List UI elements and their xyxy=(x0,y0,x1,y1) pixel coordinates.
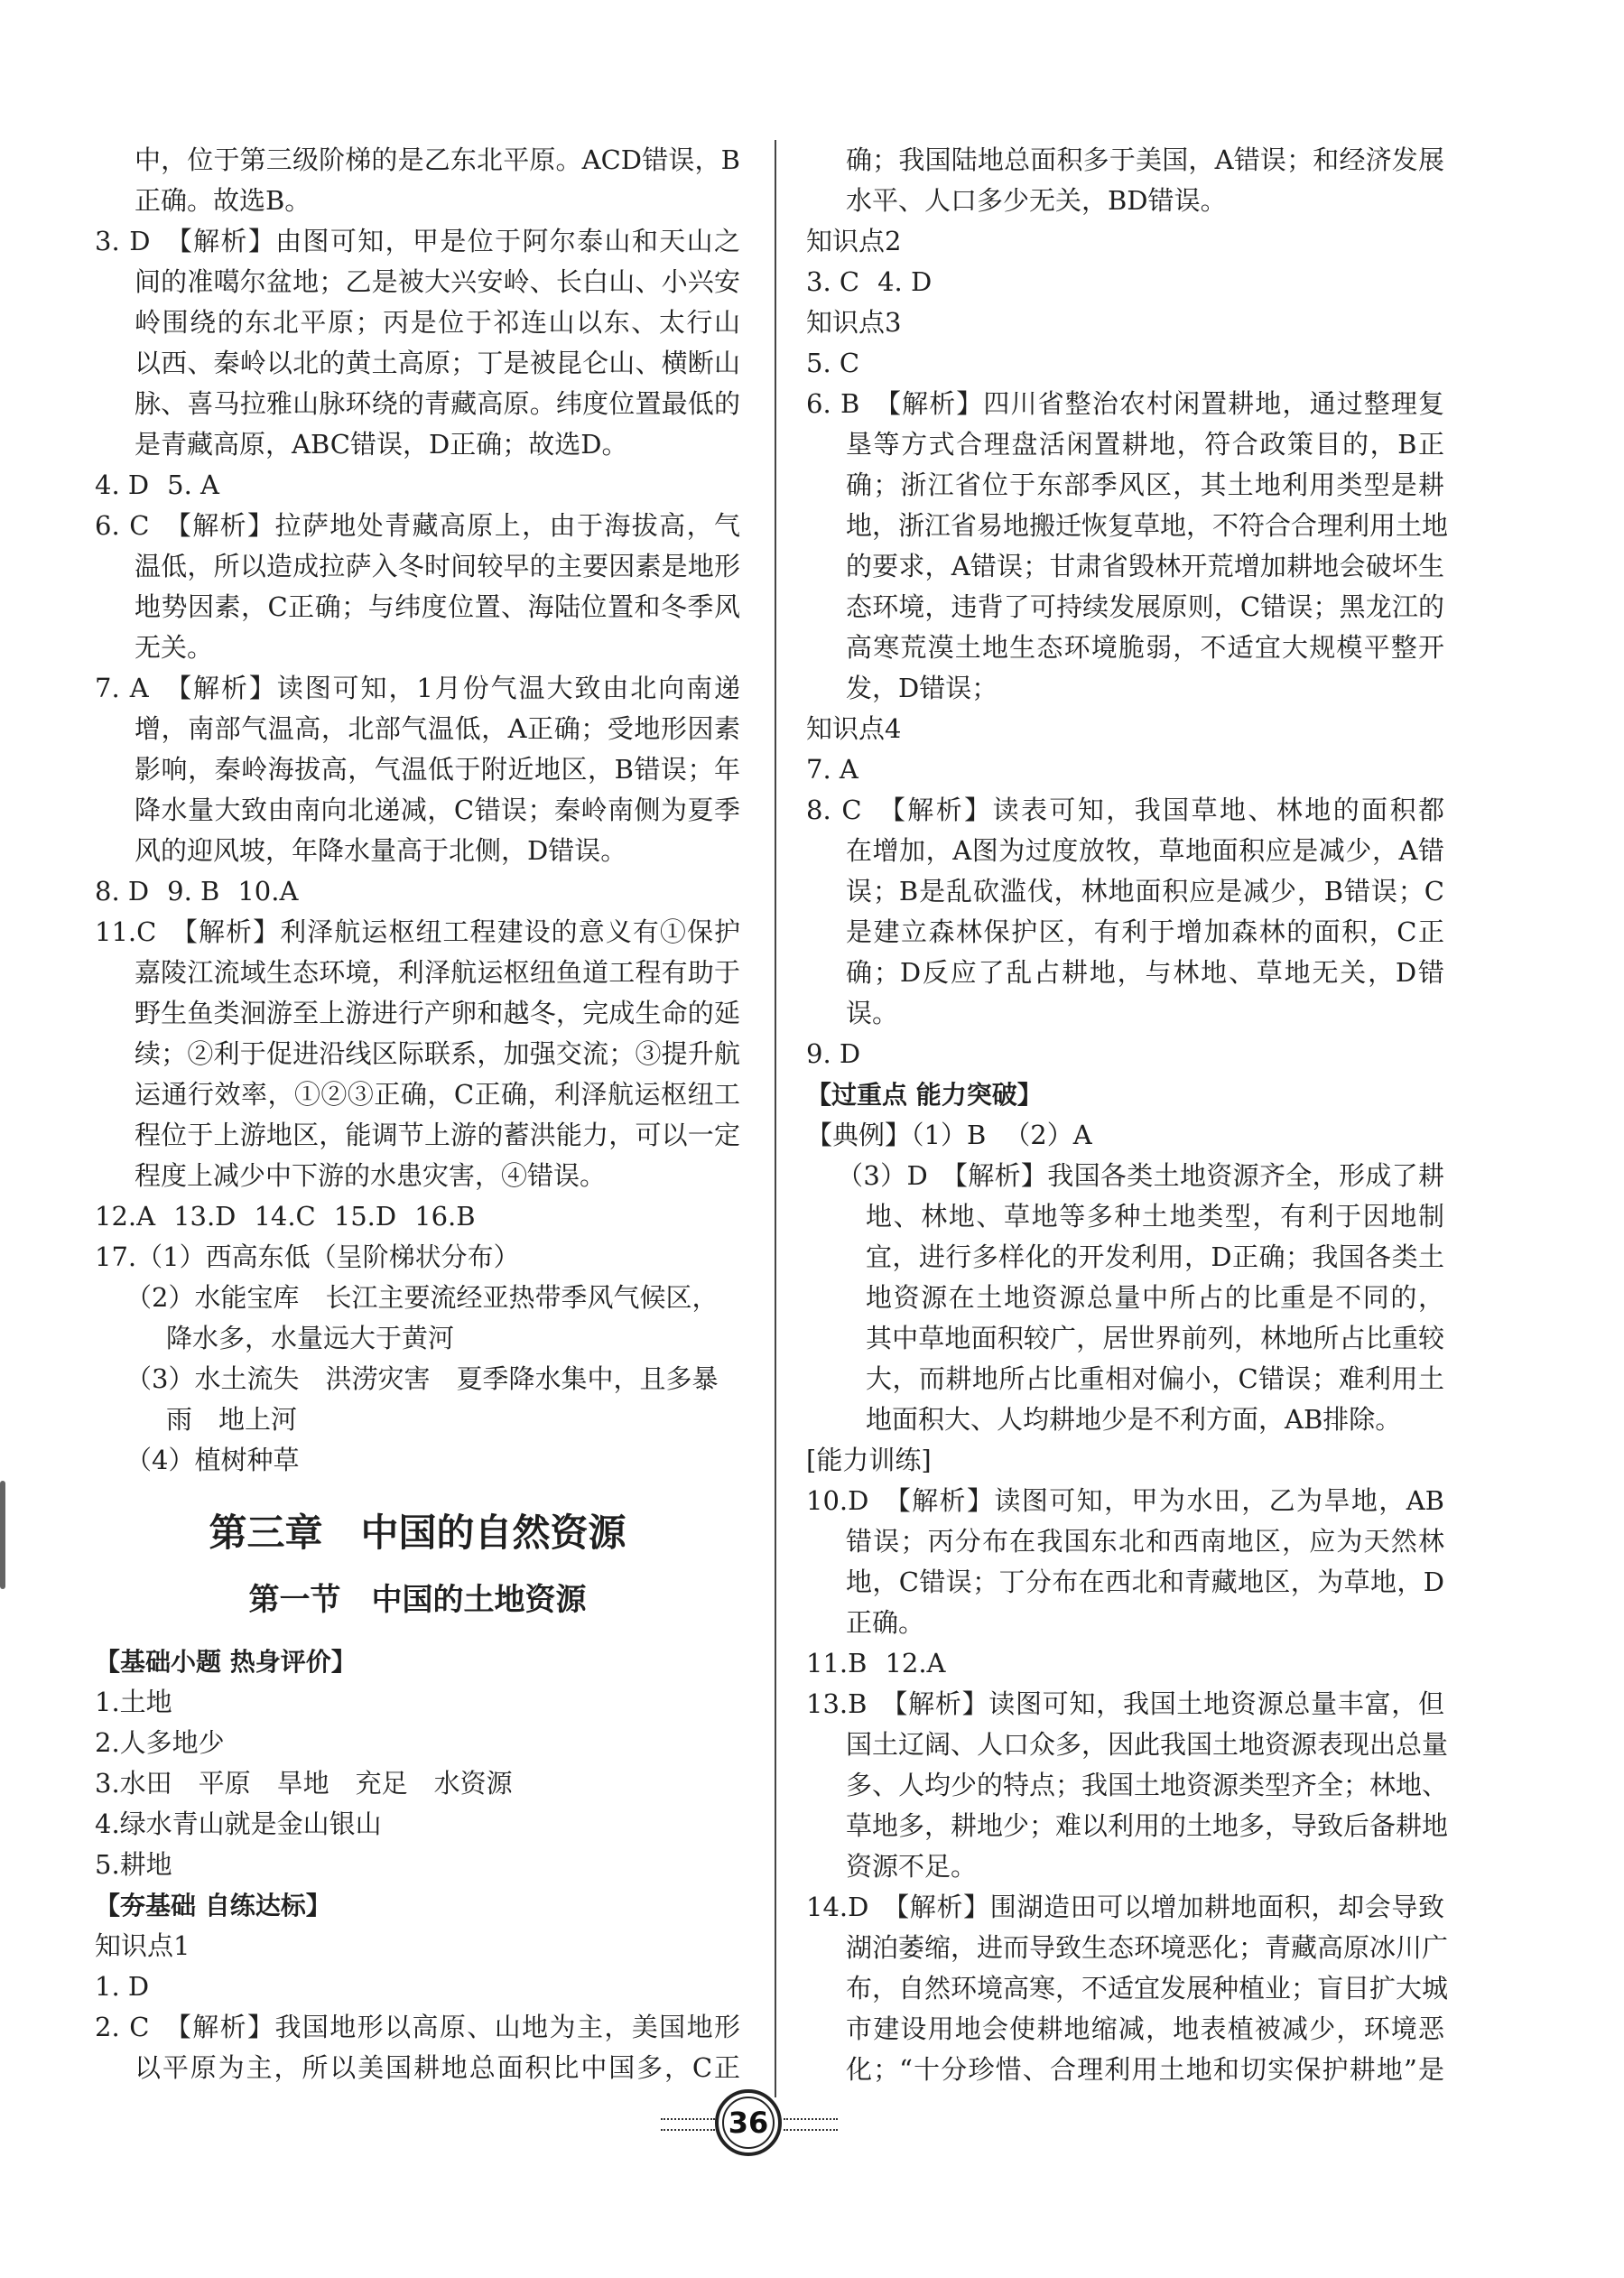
text-line: 确；D反应了乱占耕地，与林地、草地无关，D错 xyxy=(846,957,1444,988)
text-line: 运通行效率，①②③正确，C正确，利泽航运枢纽工 xyxy=(135,1079,740,1110)
example-answer-1: 【典例】（1）B xyxy=(806,1120,987,1150)
text-line: 降水多，水量远大于黄河 xyxy=(166,1323,455,1353)
text-line: 正确。故选B。 xyxy=(135,185,311,216)
chapter-title: 第三章 中国的自然资源 xyxy=(209,1511,626,1555)
section-heading-key-points: 【过重点 能力突破】 xyxy=(806,1080,1043,1110)
example-answers xyxy=(806,1115,1444,1156)
text-line: 误；B是乱砍滥伐，林地面积应是减少，B错误；C xyxy=(846,876,1444,907)
answer-3: 3. D 【解析】由图可知，甲是位于阿尔泰山和天山之 xyxy=(95,226,740,256)
text-line: 资源不足。 xyxy=(846,1851,978,1882)
section-heading-practice: 【夯基础 自练达标】 xyxy=(95,1891,331,1920)
answer-9: 9. D xyxy=(806,1038,861,1069)
answers-12-16 xyxy=(95,1196,740,1237)
answer-11: 11.C 【解析】利泽航运枢纽工程建设的意义有①保护 xyxy=(95,916,740,947)
text-line: 岭围绕的东北平原；丙是位于祁连山以东、太行山 xyxy=(135,307,740,338)
answers-8-10 xyxy=(95,871,740,912)
text-line: 确；浙江省位于东部季风区，其土地利用类型是耕 xyxy=(846,470,1444,500)
text-line: 地资源在土地资源总量中所占的比重是不同的， xyxy=(866,1282,1444,1313)
text-line: 影响，秦岭海拔高，气温低于附近地区，B错误；年 xyxy=(135,754,740,785)
section-title: 第一节 中国的土地资源 xyxy=(248,1582,587,1618)
text-line: 间的准噶尔盆地；乙是被大兴安岭、长白山、小兴安 xyxy=(135,266,740,297)
answer-4: 4. D xyxy=(877,266,933,297)
text-line: 是青藏高原，ABC错误，D正确；故选D。 xyxy=(135,429,628,460)
basic-answer-3: 3.水田 平原 旱地 充足 水资源 xyxy=(95,1768,513,1799)
basic-answer-5: 5.耕地 xyxy=(95,1849,172,1880)
text-line: 高寒荒漠土地生态环境脆弱，不适宜大规模平整开 xyxy=(846,632,1444,663)
answer-15: 15.D xyxy=(333,1201,397,1232)
text-line: 误。 xyxy=(846,998,899,1028)
answer-16: 16.B xyxy=(414,1201,476,1232)
text-line: 错误；丙分布在我国东北和西南地区，应为天然林 xyxy=(846,1526,1444,1557)
text-line: 无关。 xyxy=(135,632,214,663)
answer-4: 4. D xyxy=(95,470,150,500)
text-line: 地、林地、草地等多种土地类型，有利于因地制 xyxy=(866,1201,1444,1232)
page-footer xyxy=(659,2086,840,2158)
answers-11-12 xyxy=(806,1643,1444,1684)
text-line: 大，而耕地所占比重相对偏小，C错误；难利用土 xyxy=(866,1363,1444,1394)
text-line: 地，浙江省易地搬迁恢复草地，不符合合理利用土地 xyxy=(846,510,1449,541)
answer-14: 14.C xyxy=(254,1201,316,1232)
text-line: 地势因素，C正确；与纬度位置、海陆位置和冬季风 xyxy=(135,591,740,622)
text-line: 嘉陵江流域生态环境，利泽航运枢纽鱼道工程有助于 xyxy=(135,957,740,988)
text-line: 以西、秦岭以北的黄土高原；丁是被昆仑山、横断山 xyxy=(135,348,740,378)
text-line: 雨 地上河 xyxy=(166,1404,298,1435)
answer-17-4: （4）植树种草 xyxy=(125,1445,300,1475)
text-line: 国土辽阔、人口众多，因此我国土地资源表现出总量 xyxy=(846,1729,1449,1760)
example-answer-3: （3）D 【解析】我国各类土地资源齐全，形成了耕 xyxy=(837,1160,1444,1191)
answer-14: 14.D 【解析】围湖造田可以增加耕地面积，却会导致 xyxy=(806,1892,1444,1922)
footer-decoration-right xyxy=(784,2118,838,2131)
text-line: 野生鱼类洄游至上游进行产卵和越冬，完成生命的延 xyxy=(135,998,740,1028)
answer-13: 13.B 【解析】读图可知，我国土地资源总量丰富，但 xyxy=(806,1688,1444,1719)
answer-5: 5. C xyxy=(806,348,860,378)
text-line: 湖泊萎缩，进而导致生态环境恶化；青藏高原冰川广 xyxy=(846,1932,1449,1963)
text-line: 垦等方式合理盘活闲置耕地，符合政策目的，B正 xyxy=(846,429,1444,460)
section-heading-training: [能力训练] xyxy=(806,1445,932,1475)
right-column xyxy=(806,140,1449,2090)
answer-6: 6. C 【解析】拉萨地处青藏高原上，由于海拔高，气 xyxy=(95,510,740,541)
text-line: 风的迎风坡，年降水量高于北侧，D错误。 xyxy=(135,835,627,866)
text-line: 多、人均少的特点；我国土地资源类型齐全；林地、 xyxy=(846,1770,1449,1800)
section-heading-basic: 【基础小题 热身评价】 xyxy=(95,1647,357,1677)
text-line: 确；我国陆地总面积多于美国，A错误；和经济发展 xyxy=(846,144,1444,175)
answer-6: 6. B 【解析】四川省整治农村闲置耕地，通过整理复 xyxy=(806,388,1444,419)
knowledge-point-4: 知识点4 xyxy=(806,713,902,744)
text-line: 在增加，A图为过度放牧，草地面积应是减少，A错 xyxy=(846,835,1444,866)
column-divider xyxy=(775,140,776,2097)
scan-edge-mark xyxy=(0,1481,5,1589)
text-line: 中，位于第三级阶梯的是乙东北平原。ACD错误，B xyxy=(135,144,740,175)
text-line: 脉、喜马拉雅山脉环绕的青藏高原。纬度位置最低的 xyxy=(135,388,740,419)
text-line: 态环境，违背了可持续发展原则，C错误；黑龙江的 xyxy=(846,591,1444,622)
answer-8: 8. C 【解析】读表可知，我国草地、林地的面积都 xyxy=(806,795,1444,825)
text-line: 以平原为主，所以美国耕地总面积比中国多，C正 xyxy=(135,2052,740,2083)
answer-11: 11.B xyxy=(806,1648,868,1678)
text-line: 温低，所以造成拉萨入冬时间较早的主要因素是地形 xyxy=(135,551,740,581)
text-line: 续；②利于促进沿线区际联系，加强交流；③提升航 xyxy=(135,1038,740,1069)
knowledge-point-2: 知识点2 xyxy=(806,226,902,256)
answer-9: 9. B xyxy=(167,876,220,907)
answer-12: 12.A xyxy=(885,1648,946,1678)
footer-decoration-left xyxy=(661,2118,715,2131)
text-line: 其中草地面积较广，居世界前列，林地所占比重较 xyxy=(866,1323,1444,1353)
text-line: 是建立森林保护区，有利于增加森林的面积，C正 xyxy=(846,916,1444,947)
text-line: 布，自然环境高寒，不适宜发展种植业；盲目扩大城 xyxy=(846,1973,1449,2004)
answer-7: 7. A xyxy=(806,754,858,785)
page-number: 36 xyxy=(715,2089,782,2156)
answer-13: 13.D xyxy=(173,1201,237,1232)
answer-17: 17.（1）西高东低（呈阶梯状分布） xyxy=(95,1241,520,1272)
answer-10: 10.A xyxy=(237,876,299,907)
text-line: 水平、人口多少无关，BD错误。 xyxy=(846,185,1227,216)
example-answer-2: （2）A xyxy=(1004,1120,1092,1150)
basic-answer-2: 2.人多地少 xyxy=(95,1727,225,1758)
answers-4-5 xyxy=(95,465,740,506)
knowledge-point-3: 知识点3 xyxy=(806,307,902,338)
answers-3-4 xyxy=(806,262,1444,302)
answer-12: 12.A xyxy=(95,1201,156,1232)
text-line: 的要求，A错误；甘肃省毁林开荒增加耕地会破坏生 xyxy=(846,551,1444,581)
text-line: 正确。 xyxy=(846,1607,925,1638)
text-line: 程位于上游地区，能调节上游的蓄洪能力，可以一定 xyxy=(135,1120,740,1150)
basic-answer-1: 1.土地 xyxy=(95,1687,172,1717)
text-line: 降水量大致由南向北递减，C错误；秦岭南侧为夏季 xyxy=(135,795,740,825)
text-line: 化；“十分珍惜、合理利用土地和切实保护耕地”是 xyxy=(846,2054,1444,2085)
text-line: 宜，进行多样化的开发利用，D正确；我国各类土 xyxy=(866,1241,1444,1272)
left-column xyxy=(95,140,740,2088)
answer-3: 3. C xyxy=(806,266,860,297)
answer-8: 8. D xyxy=(95,876,150,907)
text-line: 市建设用地会使耕地缩减，地表植被减少，环境恶 xyxy=(846,2013,1444,2044)
text-line: 草地多，耕地少；难以利用的土地多，导致后备耕地 xyxy=(846,1810,1449,1841)
answer-10: 10.D 【解析】读图可知，甲为水田，乙为旱地，AB xyxy=(806,1485,1444,1516)
answer-7: 7. A 【解析】读图可知，1月份气温大致由北向南递 xyxy=(95,673,740,703)
answer-5: 5. A xyxy=(167,470,219,500)
text-line: 地面积大、人均耕地少是不利方面，AB排除。 xyxy=(866,1404,1402,1435)
answer-17-2: （2）水能宝库 长江主要流经亚热带季风气候区， xyxy=(125,1282,719,1313)
knowledge-point-1: 知识点1 xyxy=(95,1930,190,1961)
text-line: 地，C错误；丁分布在西北和青藏地区，为草地，D xyxy=(846,1567,1444,1597)
basic-answer-4: 4.绿水青山就是金山银山 xyxy=(95,1808,382,1839)
answer-17-3: （3）水土流失 洪涝灾害 夏季降水集中，且多暴 xyxy=(125,1363,719,1394)
answer-1: 1. D xyxy=(95,1971,150,2002)
text-line: 发，D错误； xyxy=(846,673,998,703)
text-line: 增，南部气温高，北部气温低，A正确；受地形因素 xyxy=(135,713,740,744)
text-line: 程度上减少中下游的水患灾害，④错误。 xyxy=(135,1160,607,1191)
answer-2: 2. C 【解析】我国地形以高原、山地为主，美国地形 xyxy=(95,2012,740,2042)
